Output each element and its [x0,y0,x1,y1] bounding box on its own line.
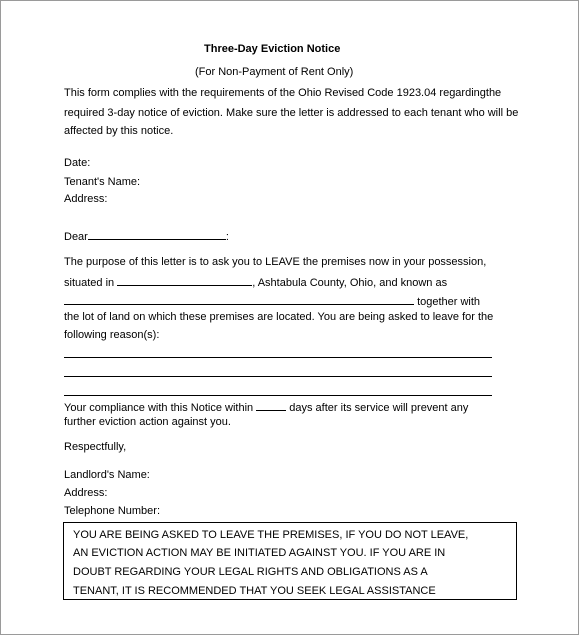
reason-line-2[interactable] [64,376,492,377]
situated-in-blank[interactable] [117,274,252,286]
date-label: Date: [64,157,91,169]
compliance-text-1: Your compliance with this Notice within [64,402,254,414]
purpose-line-3 [64,293,480,308]
county-text: , Ashtabula County, Ohio, and known as [252,277,448,289]
compliance-line-1 [64,399,468,414]
together-with-label: together with [417,296,481,308]
telephone-label: Telephone Number: [64,505,161,517]
days-blank[interactable] [256,399,286,411]
reason-line-3[interactable] [64,395,492,396]
compliance-line-2: further eviction action against you. [64,416,231,428]
intro-line-1: This form complies with the requirements of the Ohio Revised Code 1923.04 regardingthe [64,87,502,99]
notice-line-1: YOU ARE BEING ASKED TO LEAVE THE PREMISES, IF YOU DO NOT LEAVE, [73,529,469,541]
compliance-text-2: days after its service will prevent any [289,402,469,414]
document-title: Three-Day Eviction Notice [204,43,341,55]
landlord-name-label: Landlord's Name: [64,469,150,481]
dear-label: Dear [64,231,88,243]
legal-notice-box [63,522,517,600]
purpose-line-2 [64,274,447,289]
purpose-line-5: following reason(s): [64,329,160,341]
notice-line-4: TENANT, IT IS RECOMMENDED THAT YOU SEEK LEGAL ASSISTANCE [73,585,436,597]
landlord-address-label: Address: [64,487,108,499]
reason-line-1[interactable] [64,357,492,358]
intro-line-3: affected by this notice. [64,125,174,137]
property-description-blank[interactable] [64,293,414,305]
respectfully-text: Respectfully, [64,441,127,453]
purpose-line-4: the lot of land on which these premises are located. You are being asked to leave for the [64,311,494,323]
tenant-name-blank[interactable] [88,228,226,240]
notice-line-2: AN EVICTION ACTION MAY BE INITIATED AGAINST YOU. IF YOU ARE IN [73,547,446,559]
situated-in-label: situated in [64,277,115,289]
tenant-name-label: Tenant's Name: [64,176,141,188]
notice-line-3: DOUBT REGARDING YOUR LEGAL RIGHTS AND OBLIGATIONS AS A [73,566,428,578]
purpose-line-1: The purpose of this letter is to ask you to LEAVE the premises now in your possession, [64,256,487,268]
salutation [64,228,229,243]
intro-line-2: required 3-day notice of eviction. Make sure the letter is addressed to each tenant who will be [64,107,519,119]
salutation-colon: : [225,231,229,243]
document-subtitle: (For Non-Payment of Rent Only) [195,66,354,78]
tenant-address-label: Address: [64,193,108,205]
